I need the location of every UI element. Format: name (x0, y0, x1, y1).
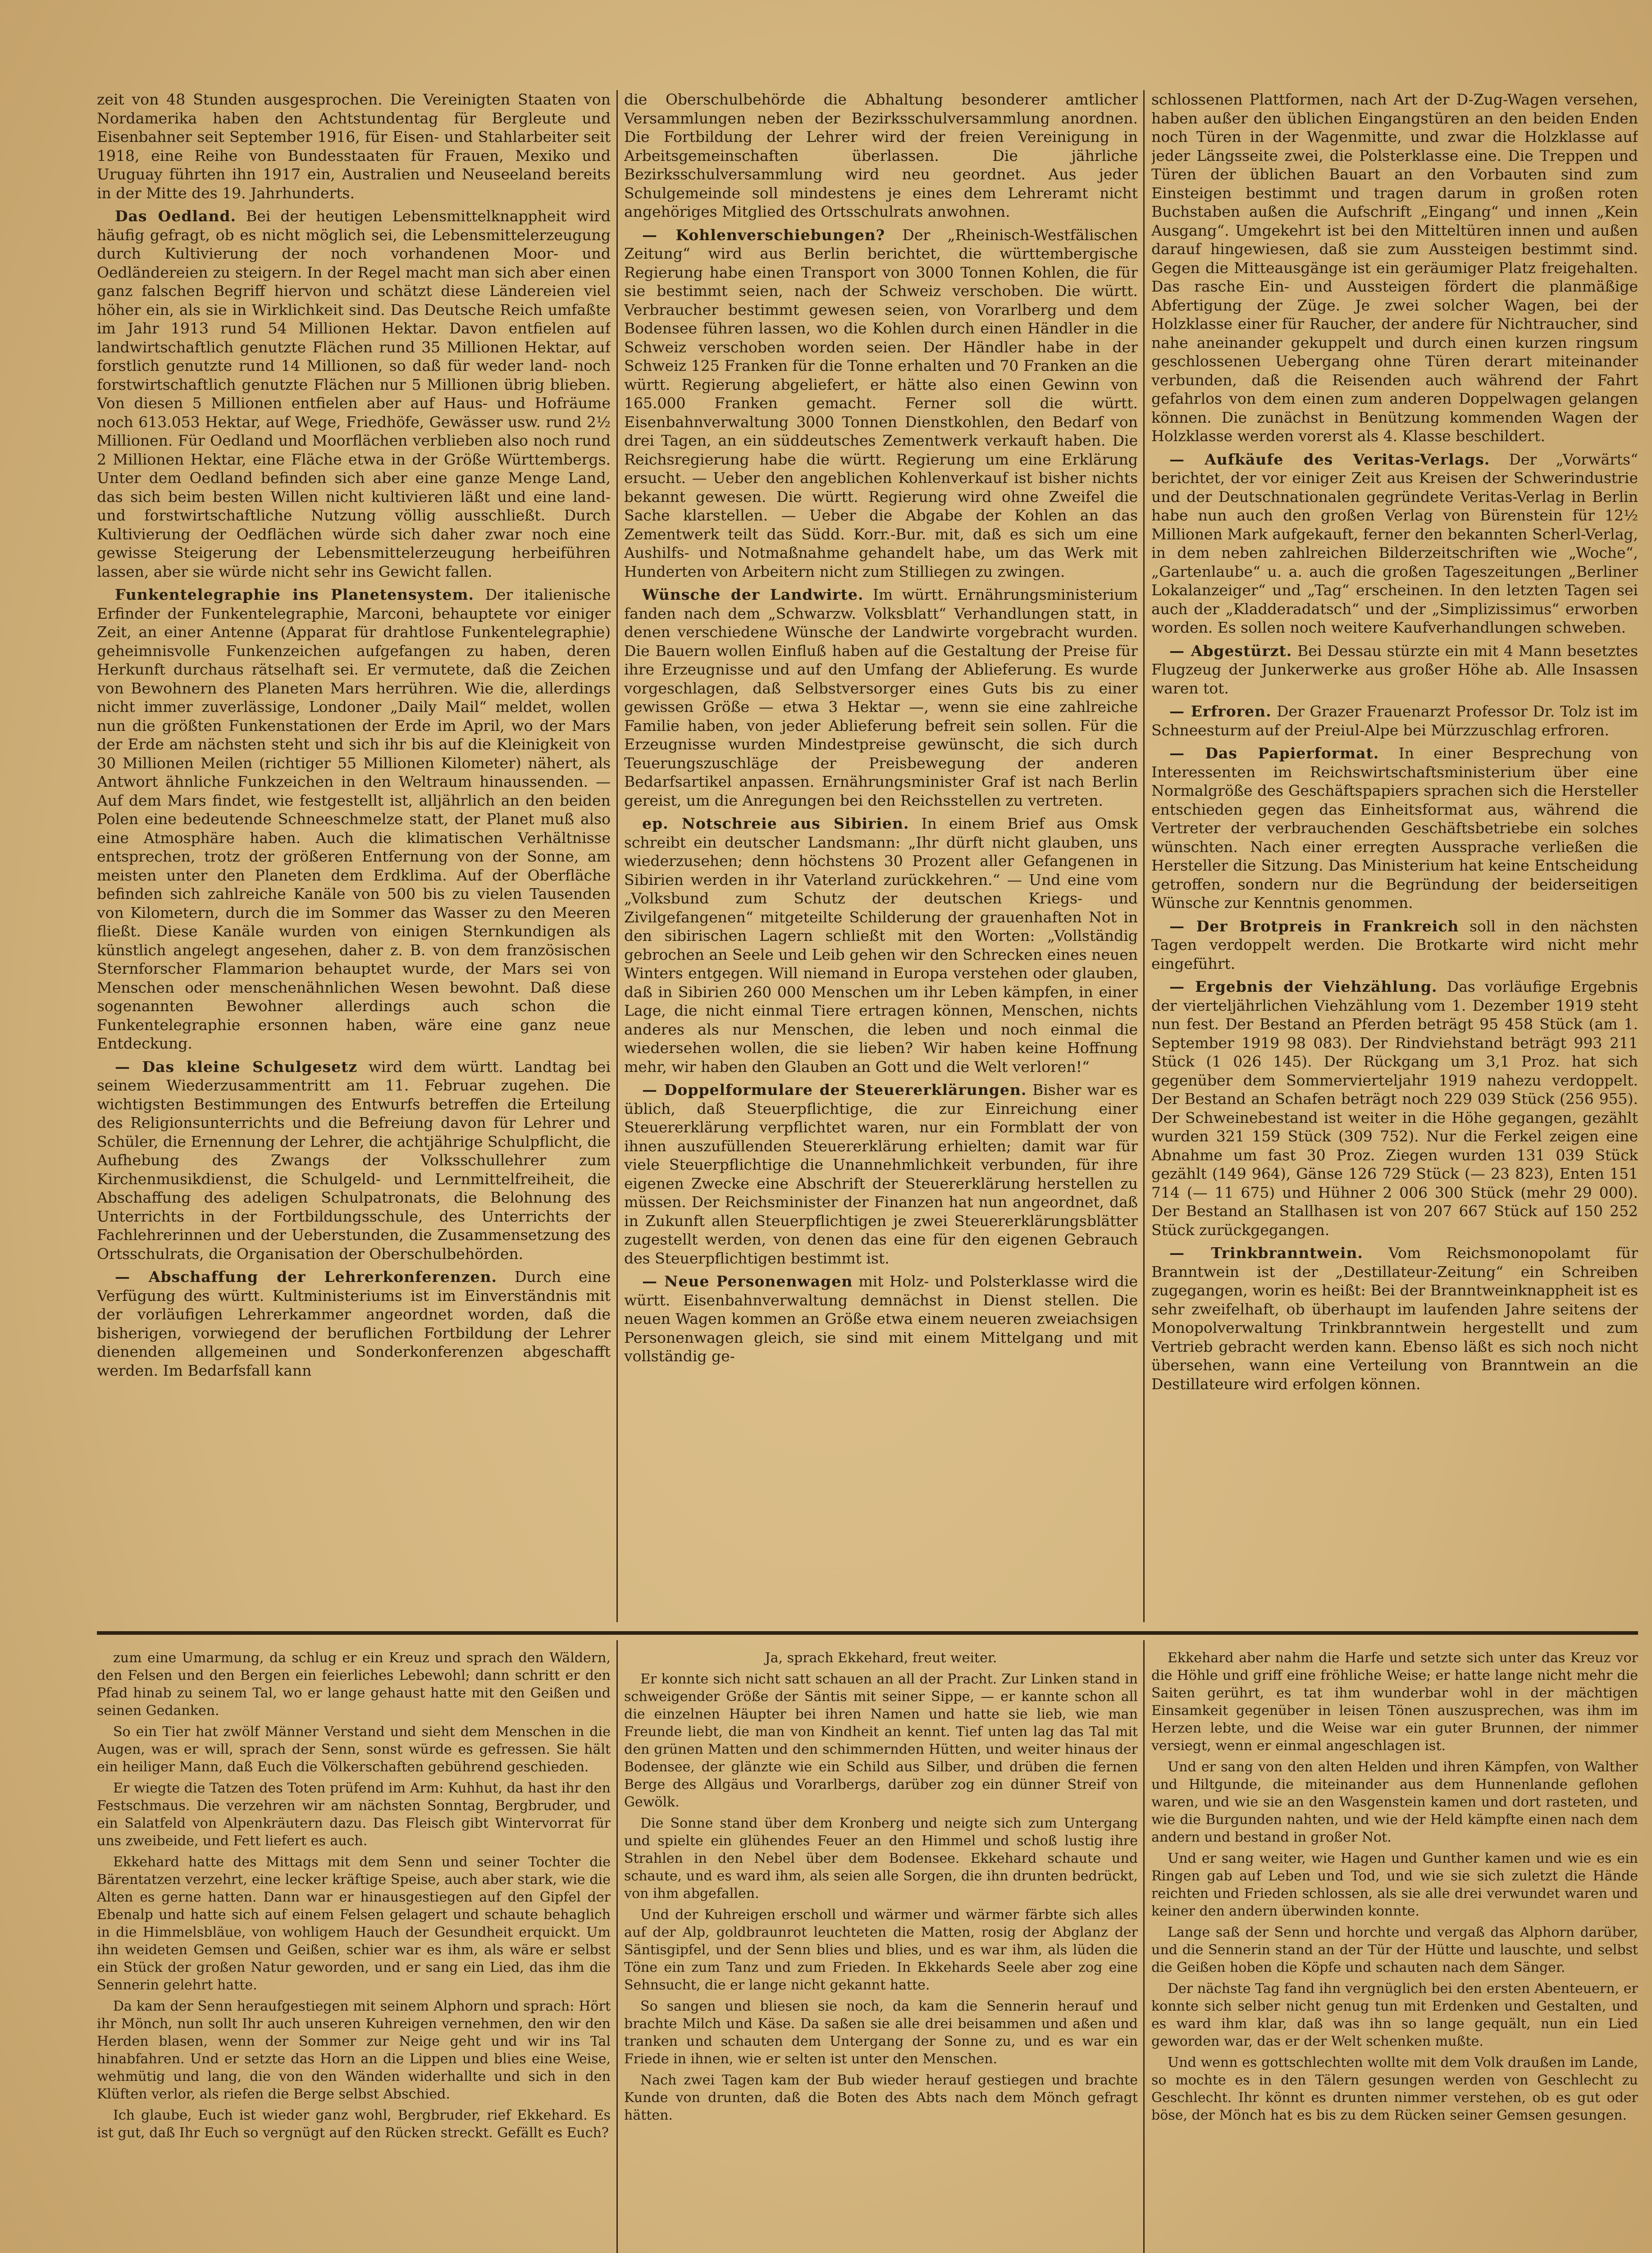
feuilleton-paragraph: So ein Tier hat zwölf Männer Verstand und sieht dem Menschen in die Augen, was er will, sprach der Senn, sonst würde es gefressen. Sie hält ein heiliger Mann, daß Euch die Völkerschaften gebührend geschieden. (97, 1724, 611, 1775)
feuilleton-paragraph: Der nächste Tag fand ihn vergnüglich bei den ersten Abenteuern, er konnte sich selber nicht genug tun mit Erdenken und Gestalten, und es ward ihm klar, daß was ihn so lange gequält, nun ein Lied geworden war, das er der Welt schenken mußte. (1151, 1981, 1638, 2049)
article-doppelformulare-body: Bisher war es üblich, daß Steuerpflichtige, die zur Einreichung einer Steuererklärung verpflichtet waren, nur ein Formblatt der von ihnen auszufüllenden Steuererklärung erhielten; damit war für viele Steuerpflichtige die Unannehmlichkeit verbunden, für ihre eigenen Zwecke eine Abschrift der Steuererklärung herstellen zu müssen. Der Reichsminister der Finanzen hat nun angeordnet, daß in Zukunft allen Steuerpflichtigen je zwei Steuererklärungsblätter zugestellt werden, von denen das eine für den eigenen Gebrauch des Steuerpflichtigen bestimmt ist. (624, 1081, 1138, 1267)
article-veritas-body: Der „Vorwärts“ berichtet, der vor einiger Zeit aus Kreisen der Schwerindustrie und der Deutschnationalen gegründete Veritas-Verlag in Berlin habe nun auch den großen Verlag von Bürenstein für 12½ Millionen Mark aufgekauft, ferner den bekannten Scherl-Verlag, in dem neben zahlreichen Bilderzeitschriften wie „Woche“, „Gartenlaube“ u. a. auch die großen Tageszeitungen „Berliner Lokalanzeiger“ und „Tag“ erscheinen. In den letzten Tagen sei auch der „Kladderadatsch“ und der „Simplizissimus“ erworben worden. Es sollen noch weitere Kaufverhandlungen schweben. (1151, 450, 1638, 636)
article-oedland (97, 207, 611, 581)
column-3 (1151, 90, 1638, 1622)
article-erfroren-headline: — Erfroren. (1169, 702, 1272, 720)
article-landwirte (624, 585, 1138, 810)
article-landwirte-headline: Wünsche der Landwirte. (642, 586, 864, 603)
column-1 (97, 90, 611, 1622)
article-kohlenverschiebungen (624, 226, 1138, 581)
article-papierformat (1151, 744, 1638, 912)
column-divider-1 (616, 90, 618, 1622)
article-lehrerkonferenzen (97, 1268, 611, 1380)
feuilleton-divider (97, 1631, 1638, 1635)
column-divider-2 (1143, 90, 1145, 1622)
article-abgestuerzt-headline: — Abgestürzt. (1169, 642, 1292, 660)
feuilleton-paragraph: Und der Kuhreigen erscholl und wärmer und wärmer färbte sich alles auf der Alp, goldbraunrot leuchteten die Matten, rosig der Abglanz der Säntisgipfel, und der Senn blies und blies, und es war ihm, als lüden die Töne ein zum Tanz und zum Frieden. In Ekkehards Seele aber zog eine Sehnsucht, die er lange nicht gekannt hatte. (624, 1907, 1138, 1993)
article-papierformat-body: In einer Besprechung von Interessenten im Reichswirtschaftsministerium über eine Normalgröße des Geschäftspapiers sprachen sich die Hersteller entschieden gegen das Einheitsformat aus, während die Vertreter der verbrauchenden Geschäftsbetriebe ein solches wünschten. Nach einer erregten Aussprache verließen die Hersteller die Sitzung. Das Ministerium hat keine Entscheidung getroffen, sondern nur die Begründung der beiderseitigen Wünsche zur Kenntnis genommen. (1151, 744, 1638, 912)
feuilleton-paragraph: Und er sang von den alten Helden und ihren Kämpfen, von Walther und Hiltgunde, die miteinander aus dem Hunnenlande geflohen waren, und wie sie an den Wasgenstein kamen und dort rasteten, und wie die Burgunden nahten, und wie der Held kämpfte einen nach dem andern und bestand in großer Not. (1151, 1759, 1638, 1845)
feuilleton-divider-2 (1143, 1640, 1145, 2253)
article-trinkbranntwein-body: Vom Reichsmonopolamt für Branntwein ist der „Destillateur-Zeitung“ ein Schreiben zugegangen, worin es heißt: Bei der Branntweinknappheit ist es sehr zweifelhaft, ob überhaupt im laufenden Jahre seitens der Monopolverwaltung Trinkbranntwein hergestellt und zum Vertrieb gebracht werden kann. Ebenso läßt es sich noch nicht übersehen, wann eine Verteilung von Branntwein an die Destillateure wird erfolgen können. (1151, 1244, 1638, 1393)
article-sibirien-body: In einem Brief aus Omsk schreibt ein deutscher Landsmann: „Ihr dürft nicht glauben, uns wiederzusehen; denn höchstens 30 Prozent aller Gefangenen in Sibirien werden in ihr Vaterland zurückkehren.“ — Und eine vom „Volksbund zum Schutz der deutschen Kriegs- und Zivilgefangenen“ mitgeteilte Schilderung der grauenhaften Not in den sibirischen Lagern schließt mit den Worten: „Vollständig gebrochen an Seele und Leib gehen wir den Schrecken eines neuen Winters entgegen. Will niemand in Europa verstehen oder glauben, daß in Sibirien 260 000 Menschen um ihr Leben kämpfen, in einer Lage, die nicht einmal Tiere ertragen können, Menschen, nichts anderes als nur Menschen, die leben und noch einmal die wiedersehen wollen, die sie lieben? Wir haben keine Hoffnung mehr, wir haben den Glauben an Gott und die Welt verloren!“ (624, 815, 1138, 1076)
feuilleton-paragraph: Ekkehard hatte des Mittags mit dem Senn und seiner Tochter die Bärentatzen verzehrt, eine lecker kräftige Speise, auch aber stark, wie die Alten es gerne hatten. Dann war er hinausgestiegen auf den Gipfel der Ebenalp und hatte sich auf einem Felsen gelagert und schaute behaglich in die Himmelsbläue, von wohligem Hauch der Gesundheit erquickt. Um ihn weideten Gemsen und Geißen, schier war es ihm, als wäre er selbst ein Stück der großen Natur geworden, und er sang ein Lied, das ihm die Sennerin gelehrt hatte. (97, 1854, 611, 1993)
article-trinkbranntwein (1151, 1244, 1638, 1393)
article-brotpreis-headline: — Der Brotpreis in Frankreich (1169, 917, 1459, 935)
article-schulgesetz-headline: — Das kleine Schulgesetz (115, 1058, 358, 1076)
feuilleton-paragraph: zum eine Umarmung, da schlug er ein Kreuz und sprach den Wäldern, den Felsen und den Bergen ein feierliches Lebewohl; dann schritt er den Pfad hinab zu seinem Tal, wo er lange gehaust hatte mit den Geißen und seinen Gedanken. (97, 1650, 611, 1719)
feuilleton-paragraph: Ja, sprach Ekkehard, freut weiter. (765, 1650, 997, 1666)
article-funkentelegraphie (97, 585, 611, 1053)
article-erfroren-body: Der Grazer Frauenarzt Professor Dr. Tolz ist im Schneesturm auf der Preiul-Alpe bei Mürzzuschlag erfroren. (1151, 702, 1638, 739)
article-papierformat-headline: — Das Papierformat. (1169, 744, 1379, 762)
feuilleton-paragraph: Die Sonne stand über dem Kronberg und neigte sich zum Untergang und spielte ein glühendes Feuer an den Himmel und schoß lustig ihre Strahlen in den Nebel über dem Bodensee. Ekkehard schaute und schaute, und es ward ihm, als seien alle Sorgen, die ihn drunten bedrückt, von ihm abgefallen. (624, 1815, 1138, 1902)
article-brotpreis (1151, 917, 1638, 973)
feuilleton-paragraph: Da kam der Senn heraufgestiegen mit seinem Alphorn und sprach: Hört ihr Mönch, nun sollt Ihr auch unseren Kuhreigen vernehmen, den wir den Herden blasen, wenn der Sommer zur Neige geht und wir ins Tal hinabfahren. Und er setzte das Horn an die Lippen und blies eine Weise, wehmütig und lang, die von den Wänden widerhallte und sich in den Klüften verlor, als riefen die Berge selbst Abschied. (97, 1998, 611, 2102)
article-oedland-body: Bei der heutigen Lebensmittelknappheit wird häufig gefragt, ob es nicht möglich sei, die Lebensmittelerzeugung durch Kultivierung der noch vorhandenen Moor- und Oedländereien zu steigern. In der Regel macht man sich aber einen ganz falschen Begriff hiervon und schätzt diese Ländereien viel höher ein, als sie in Wirklichkeit sind. Das Deutsche Reich umfaßte im Jahr 1913 rund 54 Millionen Hektar. Davon entfielen auf landwirtschaftlich genutzte Flächen rund 35 Millionen Hektar, auf forstlich genutzte rund 14 Millionen, so daß für weder land- noch forstwirtschaftlich genutzte Flächen nur 5 Millionen übrig blieben. Von diesen 5 Millionen entfielen aber auf Haus- und Hofräume noch 613.053 Hektar, auf Wege, Friedhöfe, Gewässer usw. rund 2½ Millionen. Für Oedland und Moorflächen verblieben also noch rund 2 Millionen Hektar, eine Fläche etwa in der Größe Württembergs. Unter dem Oedland befinden sich aber eine ganze Menge Land, das sich beim besten Willen nicht kultivieren läßt und eine land- und forstwirtschaftliche Nutzung völlig ausschließt. Durch Kultivierung der Oedflächen würde sich daher zwar noch eine gewisse Steigerung der Lebensmittelerzeugung herbeiführen lassen, aber sie würde nicht sehr ins Gewicht fallen. (97, 207, 611, 580)
feuilleton-paragraph: Nach zwei Tagen kam der Bub wieder herauf gestiegen und brachte Kunde von drunten, daß die Boten des Abts nach dem Mönch gefragt hätten. (624, 2072, 1138, 2123)
article-personenwagen-body: mit Holz- und Polsterklasse wird die württ. Eisenbahnverwaltung demnächst in Dienst stellen. Die neuen Wagen kommen an Größe etwa einem neueren zweiachsigen Personenwagen gleich, sie sind mit einem Mittelgang und mit vollständig ge- (624, 1272, 1138, 1365)
article-trinkbranntwein-headline: — Trinkbranntwein. (1169, 1244, 1363, 1262)
article-doppelformulare (624, 1081, 1138, 1268)
feuilleton-column-2 (624, 1649, 1138, 2253)
article-schulgesetz-body: wird dem württ. Landtag bei seinem Wiederzusammentritt am 11. Februar zugehen. Die wichtigsten Bestimmungen des Entwurfs betreffen die Erteilung des Religionsunterrichts und die Befreiung davon für Lehrer und Schüler, die Ernennung der Lehrer, die achtjährige Schulpflicht, die Aufhebung des Zwangs der Volksschullehrer zum Kirchenmusikdienst, die Schulgeld- und Lernmittelfreiheit, die Abschaffung des adeligen Schulpatronats, die Belohnung des Unterrichts in der Fortbildungsschule, des Unterrichts der Fachlehrerinnen und der Ueberstunden, die Zusammensetzung des Ortsschulrats, die Organisation der Oberschulbehörden. (97, 1058, 611, 1263)
feuilleton-paragraph: Er wiegte die Tatzen des Toten prüfend im Arm: Kuhhut, da hast ihr den Festschmaus. Die verzehren wir am nächsten Sonntag, Bergbruder, und ein Salatfeld von Alpenkräutern dazu. Das Fleisch gibt Wintervorrat für uns zweibeide, und Fett liefert es auch. (97, 1780, 611, 1849)
feuilleton-column-1 (97, 1649, 611, 2253)
article-sibirien (624, 814, 1138, 1076)
article-doppelformulare-headline: — Doppelformulare der Steuererklärungen. (642, 1081, 1027, 1099)
feuilleton-paragraph: Ekkehard aber nahm die Harfe und setzte sich unter das Kreuz vor die Höhle und griff eine fröhliche Weise; er hatte lange nicht mehr die Saiten gerührt, es tat ihm wunderbar wohl in der mächtigen Einsamkeit gegenüber in leisen Tönen auszusprechen, was ihm im Herzen lebte, und die Weise war ein guter Brunnen, der nimmer versiegt, wenn er einmal angeschlagen ist. (1151, 1650, 1638, 1754)
article-personenwagen-headline: — Neue Personenwagen (642, 1272, 853, 1290)
col3-continuation: schlossenen Plattformen, nach Art der D-Zug-Wagen versehen, haben außer den üblichen Eingangstüren an den beiden Enden noch Türen in der Wagenmitte, und zwar die Holzklasse auf jeder Längsseite zwei, die Polsterklasse eine. Die Treppen und Türen der üblichen Bauart an den Vorbauten sind zum Einsteigen bestimmt und tragen darum in großen roten Buchstaben außen die Aufschrift „Eingang“ und innen „Kein Ausgang“. Umgekehrt ist bei den Mitteltüren innen und außen darauf hingewiesen, daß sie zum Aussteigen bestimmt sind. Gegen die Mitteausgänge ist ein geräumiger Platz freigehalten. Das rasche Ein- und Aussteigen fördert die planmäßige Abfertigung der Züge. Je zwei solcher Wagen, bei der Holzklasse einer für Raucher, der andere für Nichtraucher, sind nahe aneinander gekuppelt und durch einen kurzen ringsum geschlossenen Uebergang ohne Türen derart miteinander verbunden, daß die Reisenden auch während der Fahrt gefahrlos von dem einen zum anderen Doppelwagen gelangen können. Die zunächst in Benützung kommenden Wagen der Holzklasse werden vorerst als 4. Klasse beschildert. (1151, 91, 1638, 445)
feuilleton-divider-1 (616, 1640, 618, 2253)
article-oedland-headline: Das Oedland. (115, 207, 236, 225)
article-personenwagen (624, 1272, 1138, 1366)
article-kohlenverschiebungen-headline: — Kohlenverschiebungen? (642, 226, 885, 244)
feuilleton-column-3 (1151, 1649, 1638, 2253)
article-landwirte-body: Im württ. Ernährungsministerium fanden nach dem „Schwarzw. Volksblatt“ Verhandlungen statt, in denen verschiedene Wünsche der Landwirte vorgebracht wurden. Die Bauern wollen Einfluß haben auf die Gestaltung der Preise für ihre Erzeugnisse und auf den Umfang der Ablieferung. Es wurde vorgeschlagen, daß Selbstversorger eines Guts bis zu einer gewissen Größe — etwa 3 Hektar —, wenn sie eine zahlreiche Familie haben, von jeder Ablieferung befreit sein sollen. Für die Erzeugnisse wurden Mindestpreise gewünscht, die sich durch Teuerungszuschläge der Preisbewegung der anderen Bedarfsartikel anpassen. Ernährungsminister Graf ist nach Berlin gereist, um die Anregungen bei den Reichsstellen zu vertreten. (624, 586, 1138, 809)
feuilleton-paragraph: Und er sang weiter, wie Hagen und Gunther kamen und wie es ein Ringen gab auf Leben und Tod, und wie sie sich zuletzt die Hände reichten und Frieden schlossen, als sie alle drei verwundet waren und keiner den andern überwinden konnte. (1151, 1851, 1638, 1919)
feuilleton-paragraph: Und wenn es gottschlechten wollte mit dem Volk draußen im Lande, so mochte es in den Tälern gesungen werden von Geschlecht zu Geschlecht. Ihr könnt es drunten nimmer verstehen, ob es gut oder böse, der Mönch hat es bis zu dem Rücken seiner Gemsen gesungen. (1151, 2055, 1638, 2123)
article-schulgesetz (97, 1058, 611, 1263)
article-erfroren (1151, 702, 1638, 739)
article-funkentelegraphie-headline: Funkentelegraphie ins Planetensystem. (115, 586, 475, 603)
article-viehzaehlung-body: Das vorläufige Ergebnis der vierteljährlichen Viehzählung vom 1. Dezember 1919 steht nun fest. Der Bestand an Pferden beträgt 95 458 Stück (am 1. September 1919 98 083). Der Rindviehstand beträgt 993 211 Stück (1 026 145). Der Rückgang um 3,1 Proz. hat sich gegenüber dem Sommervierteljahr 1919 nahezu verdoppelt. Der Bestand an Schafen beträgt noch 229 039 Stück (256 955). Der Schweinebestand ist weiter in die Höhe gegangen, gezählt wurden 321 159 Stück (309 752). Nur die Ferkel zeigen eine Abnahme um fast 30 Proz. Ziegen wurden 131 039 Stück gezählt (149 964), Gänse 126 729 Stück (— 23 823), Enten 151 714 (— 11 675) und Hühner 2 006 300 Stück (mehr 29 000). Der Bestand an Stallhasen ist von 207 667 Stück auf 150 252 Stück zurückgegangen. (1151, 978, 1638, 1239)
column-2 (624, 90, 1138, 1622)
article-brotpreis-body: soll in den nächsten Tagen verdoppelt werden. Die Brotkarte wird nicht mehr eingeführt. (1151, 917, 1638, 972)
col1-intro: zeit von 48 Stunden ausgesprochen. Die Vereinigten Staaten von Nordamerika haben den Achtstundentag für Bergleute und Eisenbahner seit September 1916, für Eisen- und Stahlarbeiter seit 1918, eine Reihe von Bundesstaaten für Frauen, Mexiko und Uruguay führten ihn 1917 ein, Australien und Neuseeland bereits in der Mitte des 19. Jahrhunderts. (97, 91, 611, 202)
col2-continuation: die Oberschulbehörde die Abhaltung besonderer amtlicher Versammlungen neben der Bezirksschulversammlung anordnen. Die Fortbildung der Lehrer wird der freien Vereinigung in Arbeitsgemeinschaften überlassen. Die jährliche Bezirksschulversammlung wird neu geordnet. Aus jeder Schulgemeinde soll mindestens je eines dem Lehreramt nicht angehöriges Mitglied des Ortsschulrats anwohnen. (624, 91, 1138, 220)
article-kohlenverschiebungen-body: Der „Rheinisch-Westfälischen Zeitung“ wird aus Berlin berichtet, die württembergische Regierung habe einen Transport von 3000 Tonnen Kohlen, die für sie bestimmt seien, nach der Schweiz verschoben. Die württ. Verbraucher bestimmt gewesen seien, von Vorarlberg und dem Bodensee führen lassen, wo die Kohlen durch einen Händler in die Schweiz verschoben worden seien. Der Händler habe in der Schweiz 125 Franken für die Tonne erhalten und 70 Franken an die württ. Regierung abgeliefert, er hätte also einen Gewinn von 165.000 Franken gemacht. Ferner soll die württ. Eisenbahnverwaltung 3000 Tonnen Dienstkohlen, den Bedarf von drei Tagen, an ein süddeutsches Zementwerk verkauft haben. Die Reichsregierung habe die württ. Regierung um eine Erklärung ersucht. — Ueber den angeblichen Kohlenverkauf ist bisher nichts bekannt gewesen. Die württ. Regierung wird ohne Zweifel die Sache klarstellen. — Ueber die Abgabe der Kohlen an das Zementwerk teilt das Südd. Korr.-Bur. mit, daß es sich um eine Aushilfs- und Notmaßnahme gehandelt habe, um das Werk mit Hunderten von Arbeitern nicht zum Stilliegen zu zwingen. (624, 226, 1138, 580)
article-veritas (1151, 450, 1638, 637)
article-lehrerkonferenzen-body: Durch eine Verfügung des württ. Kultministeriums ist im Einverständnis mit der vorläufigen Lehrerkammer angeordnet worden, daß die bisherigen, vorwiegend der beruflichen Fortbildung der Lehrer dienenden allgemeinen und Sonderkonferenzen abgeschafft werden. Im Bedarfsfall kann (97, 1268, 611, 1379)
feuilleton-paragraph: Er konnte sich nicht satt schauen an all der Pracht. Zur Linken stand in schweigender Größe der Säntis mit seiner Sippe, — er kannte schon all die einzelnen Häupter bei ihren Namen und hatte sie lieb, wie man Freunde liebt, die man von Kindheit an kennt. Tief unten lag das Tal mit den grünen Matten und den schimmernden Hütten, und weiter hinaus der Bodensee, der glänzte wie ein Schild aus Silber, und drüben die fernen Berge des Allgäus und Vorarlbergs, darüber zog ein dünner Streif von Gewölk. (624, 1671, 1138, 1810)
article-viehzaehlung-headline: — Ergebnis der Viehzählung. (1169, 978, 1438, 995)
article-funkentelegraphie-body: Der italienische Erfinder der Funkentelegraphie, Marconi, behauptete vor einiger Zeit, an einer Antenne (Apparat für drahtlose Funkentelegraphie) geheimnisvolle Funkenzeichen aufgefangen zu haben, deren Herkunft durchaus rätselhaft sei. Er vermutete, daß die Zeichen von Bewohnern des Planeten Mars herrühren. Wie die, allerdings nicht immer zuverlässige, Londoner „Daily Mail“ meldet, wollen nun die größten Funkenstationen der Erde im April, wo der Mars der Erde am nächsten steht und sich ihr bis auf die Kleinigkeit von 30 Millionen Meilen (richtiger 55 Millionen Kilometer) nähert, als Antwort ähnliche Funkzeichen in den Weltraum hinaussenden. — Auf dem Mars findet, wie festgestellt ist, alljährlich an den beiden Polen eine bedeutende Schneeschmelze statt, der Planet muß also eine Atmosphäre haben. Auch die klimatischen Verhältnisse entsprechen, trotz der größeren Entfernung von der Sonne, am meisten unter den Planeten dem Erdklima. Auf der Oberfläche befinden sich zahlreiche Kanäle von 500 bis zu vielen Tausenden von Kilometern, durch die im Sommer das Wasser zu den Meeren fließt. Diese Kanäle wurden von einigen Sternkundigen als künstlich angelegt angesehen, daher z. B. von dem französischen Sternforscher Flammarion behauptet wurde, der Mars sei von Menschen oder menschenähnlichen Wesen bewohnt. Daß diese sogenannten Bewohner allerdings auch schon die Funkentelegraphie ersonnen haben, wäre eine ganz neue Entdeckung. (97, 586, 611, 1052)
feuilleton-paragraph: So sangen und bliesen sie noch, da kam die Sennerin herauf und brachte Milch und Käse. Da saßen sie alle drei beisammen und aßen und tranken und schauten dem Untergang der Sonne zu, und es war ein Friede in ihnen, wie er selten ist unter den Menschen. (624, 1998, 1138, 2067)
article-abgestuerzt-body: Bei Dessau stürzte ein mit 4 Mann besetztes Flugzeug der Junkerwerke aus großer Höhe ab. Alle Insassen waren tot. (1151, 642, 1638, 697)
article-veritas-headline: — Aufkäufe des Veritas-Verlags. (1169, 450, 1490, 468)
feuilleton-paragraph: Ich glaube, Euch ist wieder ganz wohl, Bergbruder, rief Ekkehard. Es ist gut, daß Ihr Euch so vergnügt auf den Rücken streckt. Gefällt es Euch? (97, 2107, 611, 2141)
article-sibirien-headline: ep. Notschreie aus Sibirien. (642, 815, 909, 832)
feuilleton-paragraph: Lange saß der Senn und horchte und vergaß das Alphorn darüber, und die Sennerin stand an der Tür der Hütte und lauschte, und selbst die Geißen hoben die Köpfe und schauten nach dem Sänger. (1151, 1925, 1638, 1975)
article-lehrerkonferenzen-headline: — Abschaffung der Lehrerkonferenzen. (115, 1268, 497, 1286)
article-viehzaehlung (1151, 977, 1638, 1239)
article-abgestuerzt (1151, 642, 1638, 698)
